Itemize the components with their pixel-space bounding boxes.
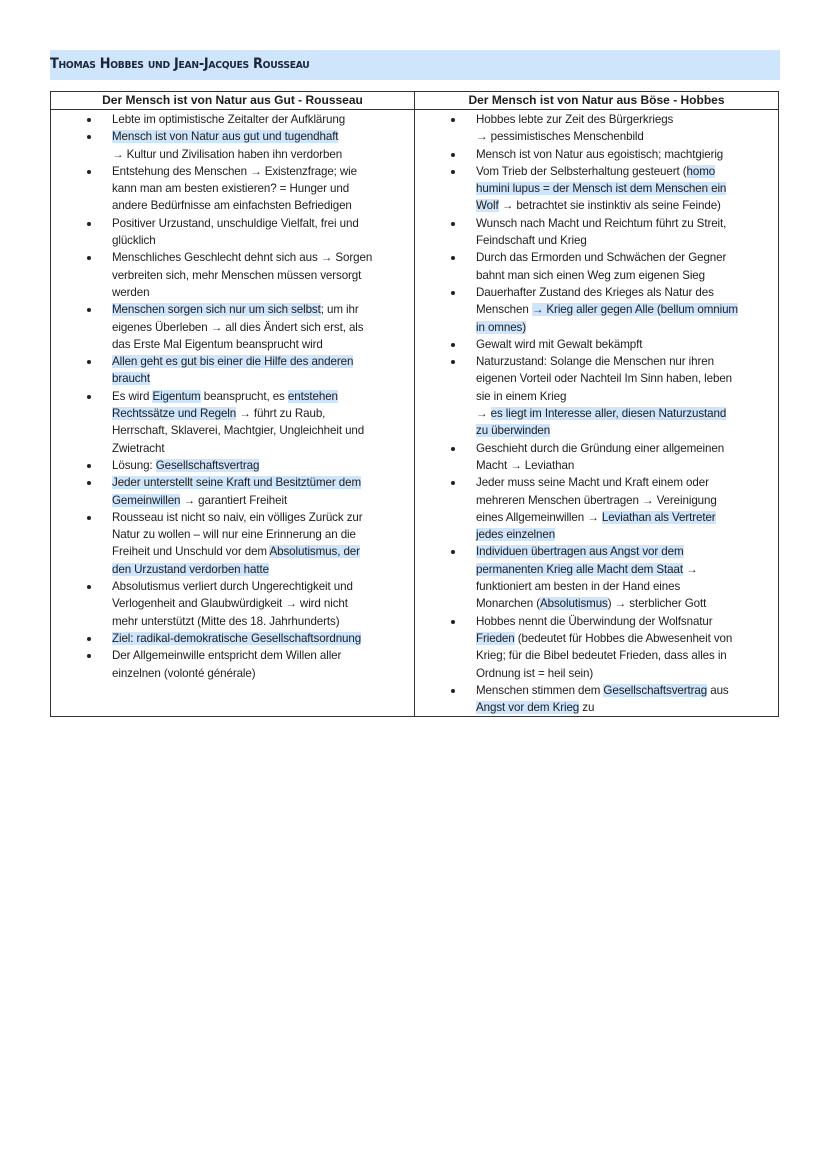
list-item-line [476,509,778,526]
highlighted-text: den Urzustand verdorben hatte [112,562,269,576]
highlighted-text: es liegt im Interesse aller, diesen Naturzustand [490,407,727,421]
text-segment: Herrschaft, Sklaverei, Machtgier, Ungleichheit und [112,424,365,438]
table-body-row [51,110,779,717]
list-item-line [112,180,414,197]
list-item-line [112,284,414,301]
highlighted-text: Ziel: radikal-demokratische Gesellschaftsordnung [112,631,362,645]
list-item-line [112,197,414,214]
text-segment: (bedeutet für Hobbes die Abwesenheit von [514,631,733,645]
text-segment: Menschen stimmen dem [476,683,604,697]
list-item-line [112,370,414,387]
list-item-line [476,526,778,543]
list-item-line [476,111,778,128]
highlighted-text: zu überwinden [476,424,551,438]
list-item-line [112,353,414,370]
list-item-line [476,215,778,232]
text-segment: ; um ihr [320,303,359,317]
list-item [415,249,778,284]
highlighted-text: entstehen [287,389,338,403]
highlighted-text: Mensch ist von Natur aus gut und tugendhaft [112,130,339,144]
list-item-line [476,492,778,509]
text-segment: mehreren Menschen übertragen → Vereinigung [476,493,717,507]
list-item-line [476,457,778,474]
text-segment: Freiheit und Unschuld vor dem [112,545,270,559]
list-item-line [112,163,414,180]
text-segment: einzelnen (volonté générale) [112,666,256,680]
text-segment: → führt zu Raub, [236,407,326,421]
list-item [415,440,778,475]
list-item [51,647,414,682]
text-segment: kann man am besten existieren? = Hunger und [112,182,350,196]
list-item [415,613,778,682]
text-segment: Zwietracht [112,441,165,455]
list-item [415,163,778,215]
text-segment: ) → sterblicher Gott [607,597,707,611]
title-bar [50,50,780,80]
list-item-line [476,561,778,578]
list-item [51,457,414,474]
text-segment: mehr unterstützt (Mitte des 18. Jahrhunderts) [112,614,340,628]
list-item [415,682,778,717]
list-item-line [476,595,778,612]
list-item [51,388,414,457]
text-segment: → garantiert Freiheit [180,493,288,507]
list-item-line [476,197,778,214]
text-segment: Verlogenheit and Glaubwürdigkeit → wird nicht [112,597,348,611]
list-item-line [476,336,778,353]
text-segment: verbreiten sich, mehr Menschen müssen versorgt [112,268,362,282]
highlighted-text: Menschen sorgen sich nur um sich selbst [112,303,321,317]
text-segment: Es wird [112,389,153,403]
text-segment: Natur zu wollen – will nur eine Erinnerung an die [112,528,356,542]
list-item [415,336,778,353]
text-segment: Durch das Ermorden und Schwächen der Gegner [476,251,727,265]
text-segment: → Kultur und Zivilisation haben ihn verdorben [112,147,343,161]
list-item-line [112,215,414,232]
text-segment: aus [707,683,729,697]
list-item-line [476,353,778,370]
text-segment: Wunsch nach Macht und Reichtum führt zu Streit, [476,216,727,230]
list-item [51,578,414,630]
list-item [415,543,778,612]
highlighted-text: Jeder unterstellt seine Kraft und Besitztümer dem [112,476,361,490]
highlighted-text: Rechtssätze und Regeln [112,407,237,421]
text-segment: → pessimistisches Menschenbild [476,130,644,144]
text-segment: werden [112,285,150,299]
list-item-line [476,388,778,405]
list-item-line [476,665,778,682]
header-hobbes: Der Mensch ist von Natur aus Böse - Hobbes [415,92,779,110]
list-item-line [476,284,778,301]
text-segment: Rousseau ist nicht so naiv, ein völliges Zurück zur [112,510,363,524]
text-segment: Hobbes lebte zur Zeit des Bürgerkriegs [476,113,674,126]
list-item-line [476,422,778,439]
text-segment: → [682,562,698,576]
list-item-line [112,647,414,664]
list-item-line [476,301,778,318]
page-title: Thomas Hobbes und Jean-Jacques Rousseau [50,56,310,72]
list-item-line [476,232,778,249]
list-item-line [476,249,778,266]
list-item-line [112,405,414,422]
rousseau-list [51,110,414,682]
list-item-line [112,543,414,560]
text-segment: beansprucht, es [200,389,288,403]
hobbes-cell [415,110,779,717]
highlighted-text: braucht [112,372,150,386]
list-item-line [476,578,778,595]
text-segment: eines Allgemeinwillen → [476,510,602,524]
list-item-line [112,474,414,491]
list-item [51,249,414,301]
list-item-line [112,578,414,595]
list-item [51,353,414,388]
list-item-line [476,474,778,491]
list-item-line [112,111,414,128]
text-segment: glücklich [112,234,156,248]
list-item [51,301,414,353]
text-segment: Feindschaft und Krieg [476,234,587,248]
highlighted-text: permanenten Krieg alle Macht dem Staat [476,562,683,576]
list-item-line [476,699,778,716]
text-segment: Dauerhafter Zustand des Krieges als Natur des [476,285,714,299]
list-item-line [476,370,778,387]
rousseau-cell [51,110,415,717]
list-item-line [476,682,778,699]
text-segment: → [476,407,491,421]
list-item-line [476,267,778,284]
list-item-line [112,128,414,145]
highlighted-text: Absolutismus [540,597,608,611]
list-item [51,474,414,509]
list-item [415,474,778,543]
text-segment: Ordnung ist = heil sein) [476,666,594,680]
list-item-line [112,457,414,474]
text-segment: Naturzustand: Solange die Menschen nur ihren [476,355,714,369]
hobbes-list [415,110,778,716]
highlighted-text: homo [686,164,716,178]
list-item-line [476,440,778,457]
list-item [415,284,778,336]
highlighted-text: Eigentum [152,389,201,403]
list-item-line [112,249,414,266]
highlighted-text: jedes einzelnen [476,528,556,542]
highlighted-text: Absolutismus, der [269,545,360,559]
text-segment: Geschieht durch die Gründung einer allgemeinen [476,441,725,455]
list-item-line [112,509,414,526]
highlighted-text: humini lupus = der Mensch ist dem Menschen ein [476,182,727,196]
text-segment: Jeder muss seine Macht und Kraft einem oder [476,476,709,490]
list-item [51,128,414,163]
list-item-line [112,232,414,249]
comparison-table [50,91,779,717]
text-segment: Der Allgemeinwille entspricht dem Willen aller [112,649,342,663]
text-segment: Lösung: [112,458,156,472]
highlighted-text: Allen geht es gut bis einer die Hilfe des anderen [112,355,354,369]
highlighted-text: Gesellschaftsvertrag [603,683,708,697]
list-item-line [112,526,414,543]
list-item-line [112,595,414,612]
highlighted-text: Wolf [476,199,499,213]
text-segment: Hobbes nennt die Überwindung der Wolfsnatur [476,614,713,628]
list-item [51,215,414,250]
list-item-line [112,336,414,353]
text-segment: Positiver Urzustand, unschuldige Vielfalt, frei und [112,216,359,230]
text-segment: Menschen [476,303,532,317]
list-item-line [112,422,414,439]
text-segment: andere Bedürfnisse am einfachsten Befriedigen [112,199,352,213]
list-item [415,146,778,163]
text-segment: das Erste Mal Eigentum beansprucht wird [112,337,323,351]
text-segment: Absolutismus verliert durch Ungerechtigkeit und [112,580,353,594]
list-item-line [112,630,414,647]
text-segment: sie in einem Krieg [476,389,567,403]
list-item-line [112,492,414,509]
highlighted-text: Angst vor dem Krieg [476,701,580,715]
text-segment: funktioniert am besten in der Hand eines [476,580,681,594]
list-item [415,353,778,439]
list-item-line [112,267,414,284]
list-item-line [112,301,414,318]
text-segment: Vom Trieb der Selbsterhaltung gesteuert ( [476,164,687,178]
list-item [415,111,778,146]
text-segment: bahnt man sich einen Weg zum eigenen Sieg [476,268,705,282]
list-item-line [476,163,778,180]
text-segment: Gewalt wird mit Gewalt bekämpft [476,337,643,351]
list-item-line [476,405,778,422]
list-item [51,111,414,128]
list-item-line [476,630,778,647]
list-item-line [112,613,414,630]
highlighted-text: Leviathan als Vertreter [601,510,716,524]
list-item [51,630,414,647]
list-item [51,509,414,578]
highlighted-text: → Krieg aller gegen Alle (bellum omnium [531,303,738,317]
list-item-line [476,128,778,145]
list-item-line [112,146,414,163]
text-segment: Menschliches Geschlecht dehnt sich aus → Sorgen [112,251,373,265]
list-item-line [476,543,778,560]
table-header-row [51,92,779,110]
text-segment: Mensch ist von Natur aus egoistisch; machtgierig [476,147,724,161]
list-item [415,215,778,250]
text-segment: Entstehung des Menschen → Existenzfrage; wie [112,164,358,178]
list-item-line [476,146,778,163]
text-segment: Monarchen ( [476,597,540,611]
text-segment: Lebte im optimistische Zeitalter der Aufklärung [112,113,346,126]
text-segment: zu [579,701,595,715]
list-item-line [112,665,414,682]
list-item [51,163,414,215]
text-segment: Krieg; für die Bibel bedeutet Frieden, dass alles in [476,649,727,663]
header-rousseau: Der Mensch ist von Natur aus Gut - Rousseau [51,92,415,110]
list-item-line [112,388,414,405]
list-item-line [476,613,778,630]
text-segment: eigenen Vorteil oder Nachteil Im Sinn haben, leben [476,372,733,386]
list-item-line [476,647,778,664]
highlighted-text: Gemeinwillen [112,493,181,507]
text-segment: Macht → Leviathan [476,458,575,472]
highlighted-text: Gesellschaftsvertrag [155,458,260,472]
text-segment: → betrachtet sie instinktiv als seine Feinde) [498,199,721,213]
list-item-line [476,180,778,197]
list-item-line [112,440,414,457]
highlighted-text: in omnes) [476,320,527,334]
list-item-line [112,561,414,578]
list-item-line [112,319,414,336]
highlighted-text: Individuen übertragen aus Angst vor dem [476,545,684,559]
text-segment: eigenes Überleben → all dies Ändert sich erst, als [112,320,364,334]
list-item-line [476,319,778,336]
highlighted-text: Frieden [476,631,515,645]
